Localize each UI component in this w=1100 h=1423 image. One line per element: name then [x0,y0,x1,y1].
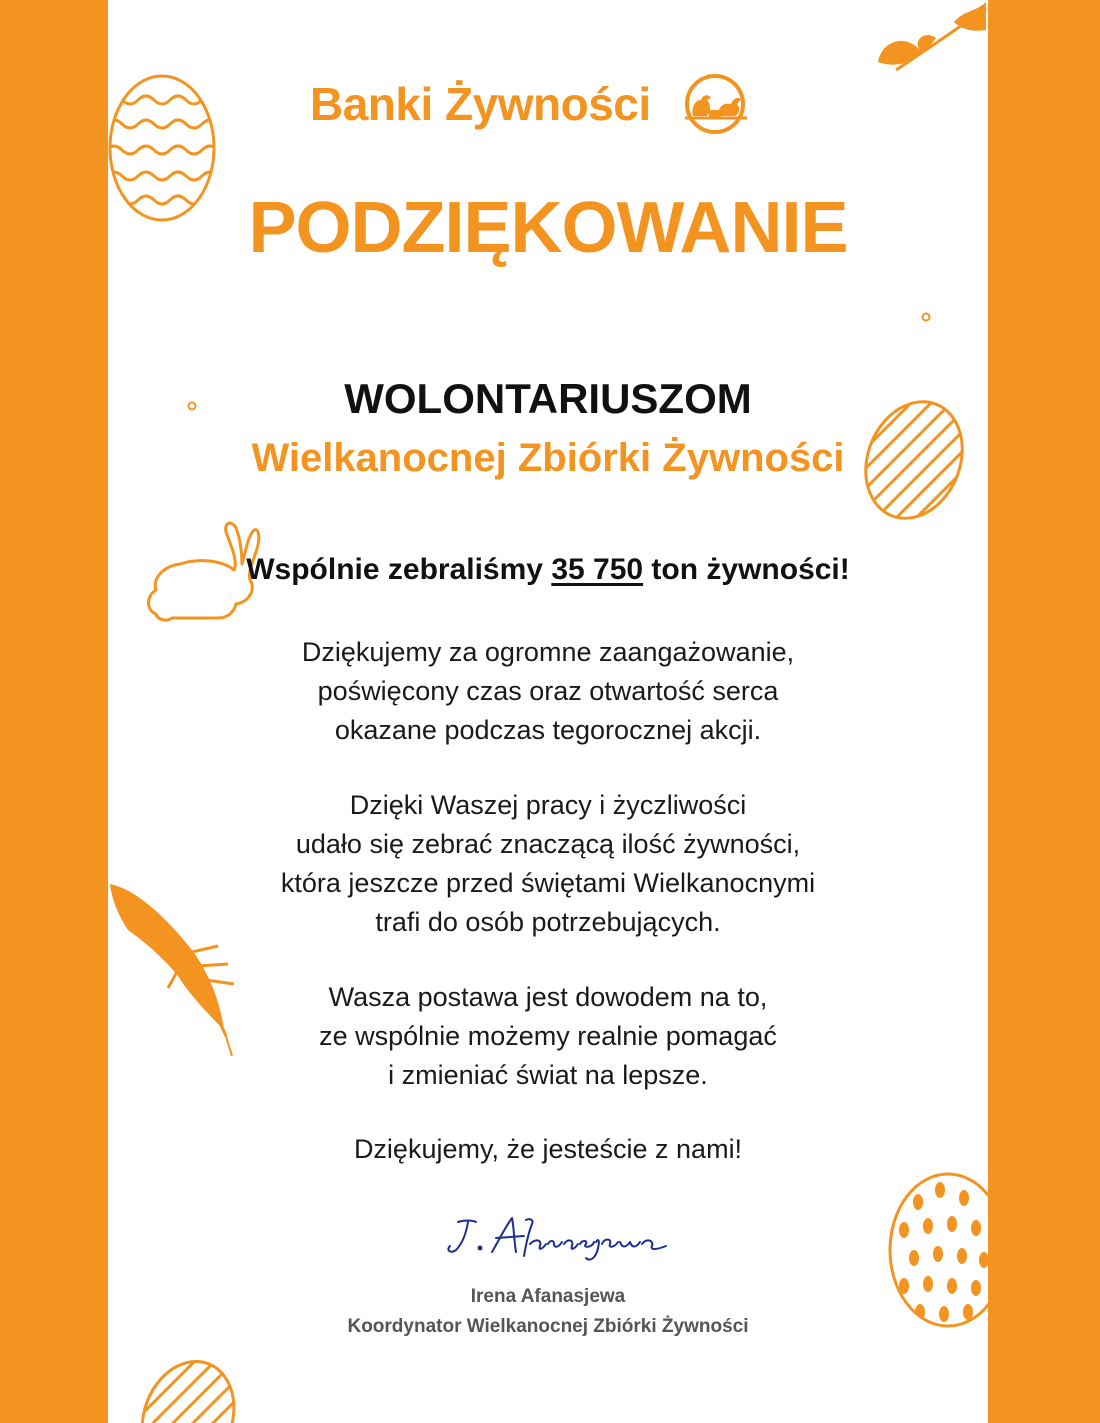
brand-header [310,72,761,136]
dot-decoration [920,311,932,323]
paragraph-line: która jeszcze przed świętami Wielkanocnymi [280,868,816,898]
paragraph-line: i zmieniać świat na lepsze. [388,1060,708,1090]
paragraph-1 [108,633,988,750]
tulip-icon [876,0,988,92]
left-orange-band [0,0,108,1423]
paragraph-line: Dzięki Waszej pracy i życzliwości [349,790,747,820]
paragraph-3 [108,978,988,1095]
event-heading: Wielkanocnej Zbiórki Żywności [251,436,845,480]
paragraph-line: poświęcony czas oraz otwartość serca [317,676,779,706]
food-bank-logo-icon [671,72,761,136]
brand-name: Banki Żywności [310,78,651,130]
signer-role: Koordynator Wielkanocnej Zbiórki Żywności [347,1316,749,1337]
paragraph-line: udało się zebrać znaczącą ilość żywności, [295,829,801,859]
handwritten-signature [430,1208,710,1268]
right-orange-band [988,0,1100,1423]
paragraph-line: Dziękujemy za ogromne zaangażowanie, [301,637,795,667]
paragraph-line: ze wspólnie możemy realnie pomagać [319,1021,777,1051]
paragraph-line: trafi do osób potrzebujących. [375,907,721,937]
recipient-heading: WOLONTARIUSZOM [344,375,752,422]
closing-line: Dziękujemy, że jesteście z nami! [353,1134,743,1164]
summary-suffix: ton żywności! [651,553,850,586]
paragraph-line: Wasza postawa jest dowodem na to, [328,982,768,1012]
paragraph-line: okazane podczas tegorocznej akcji. [334,715,762,745]
summary-line [108,548,988,592]
striped-egg-bottom-left [140,1356,236,1423]
page-title: PODZIĘKOWANIE [248,188,848,268]
collected-amount: 35 750 [551,553,644,586]
paragraph-2 [108,786,988,942]
summary-prefix: Wspólnie zebraliśmy [246,553,543,586]
signer-name: Irena Afanasjewa [470,1286,626,1307]
